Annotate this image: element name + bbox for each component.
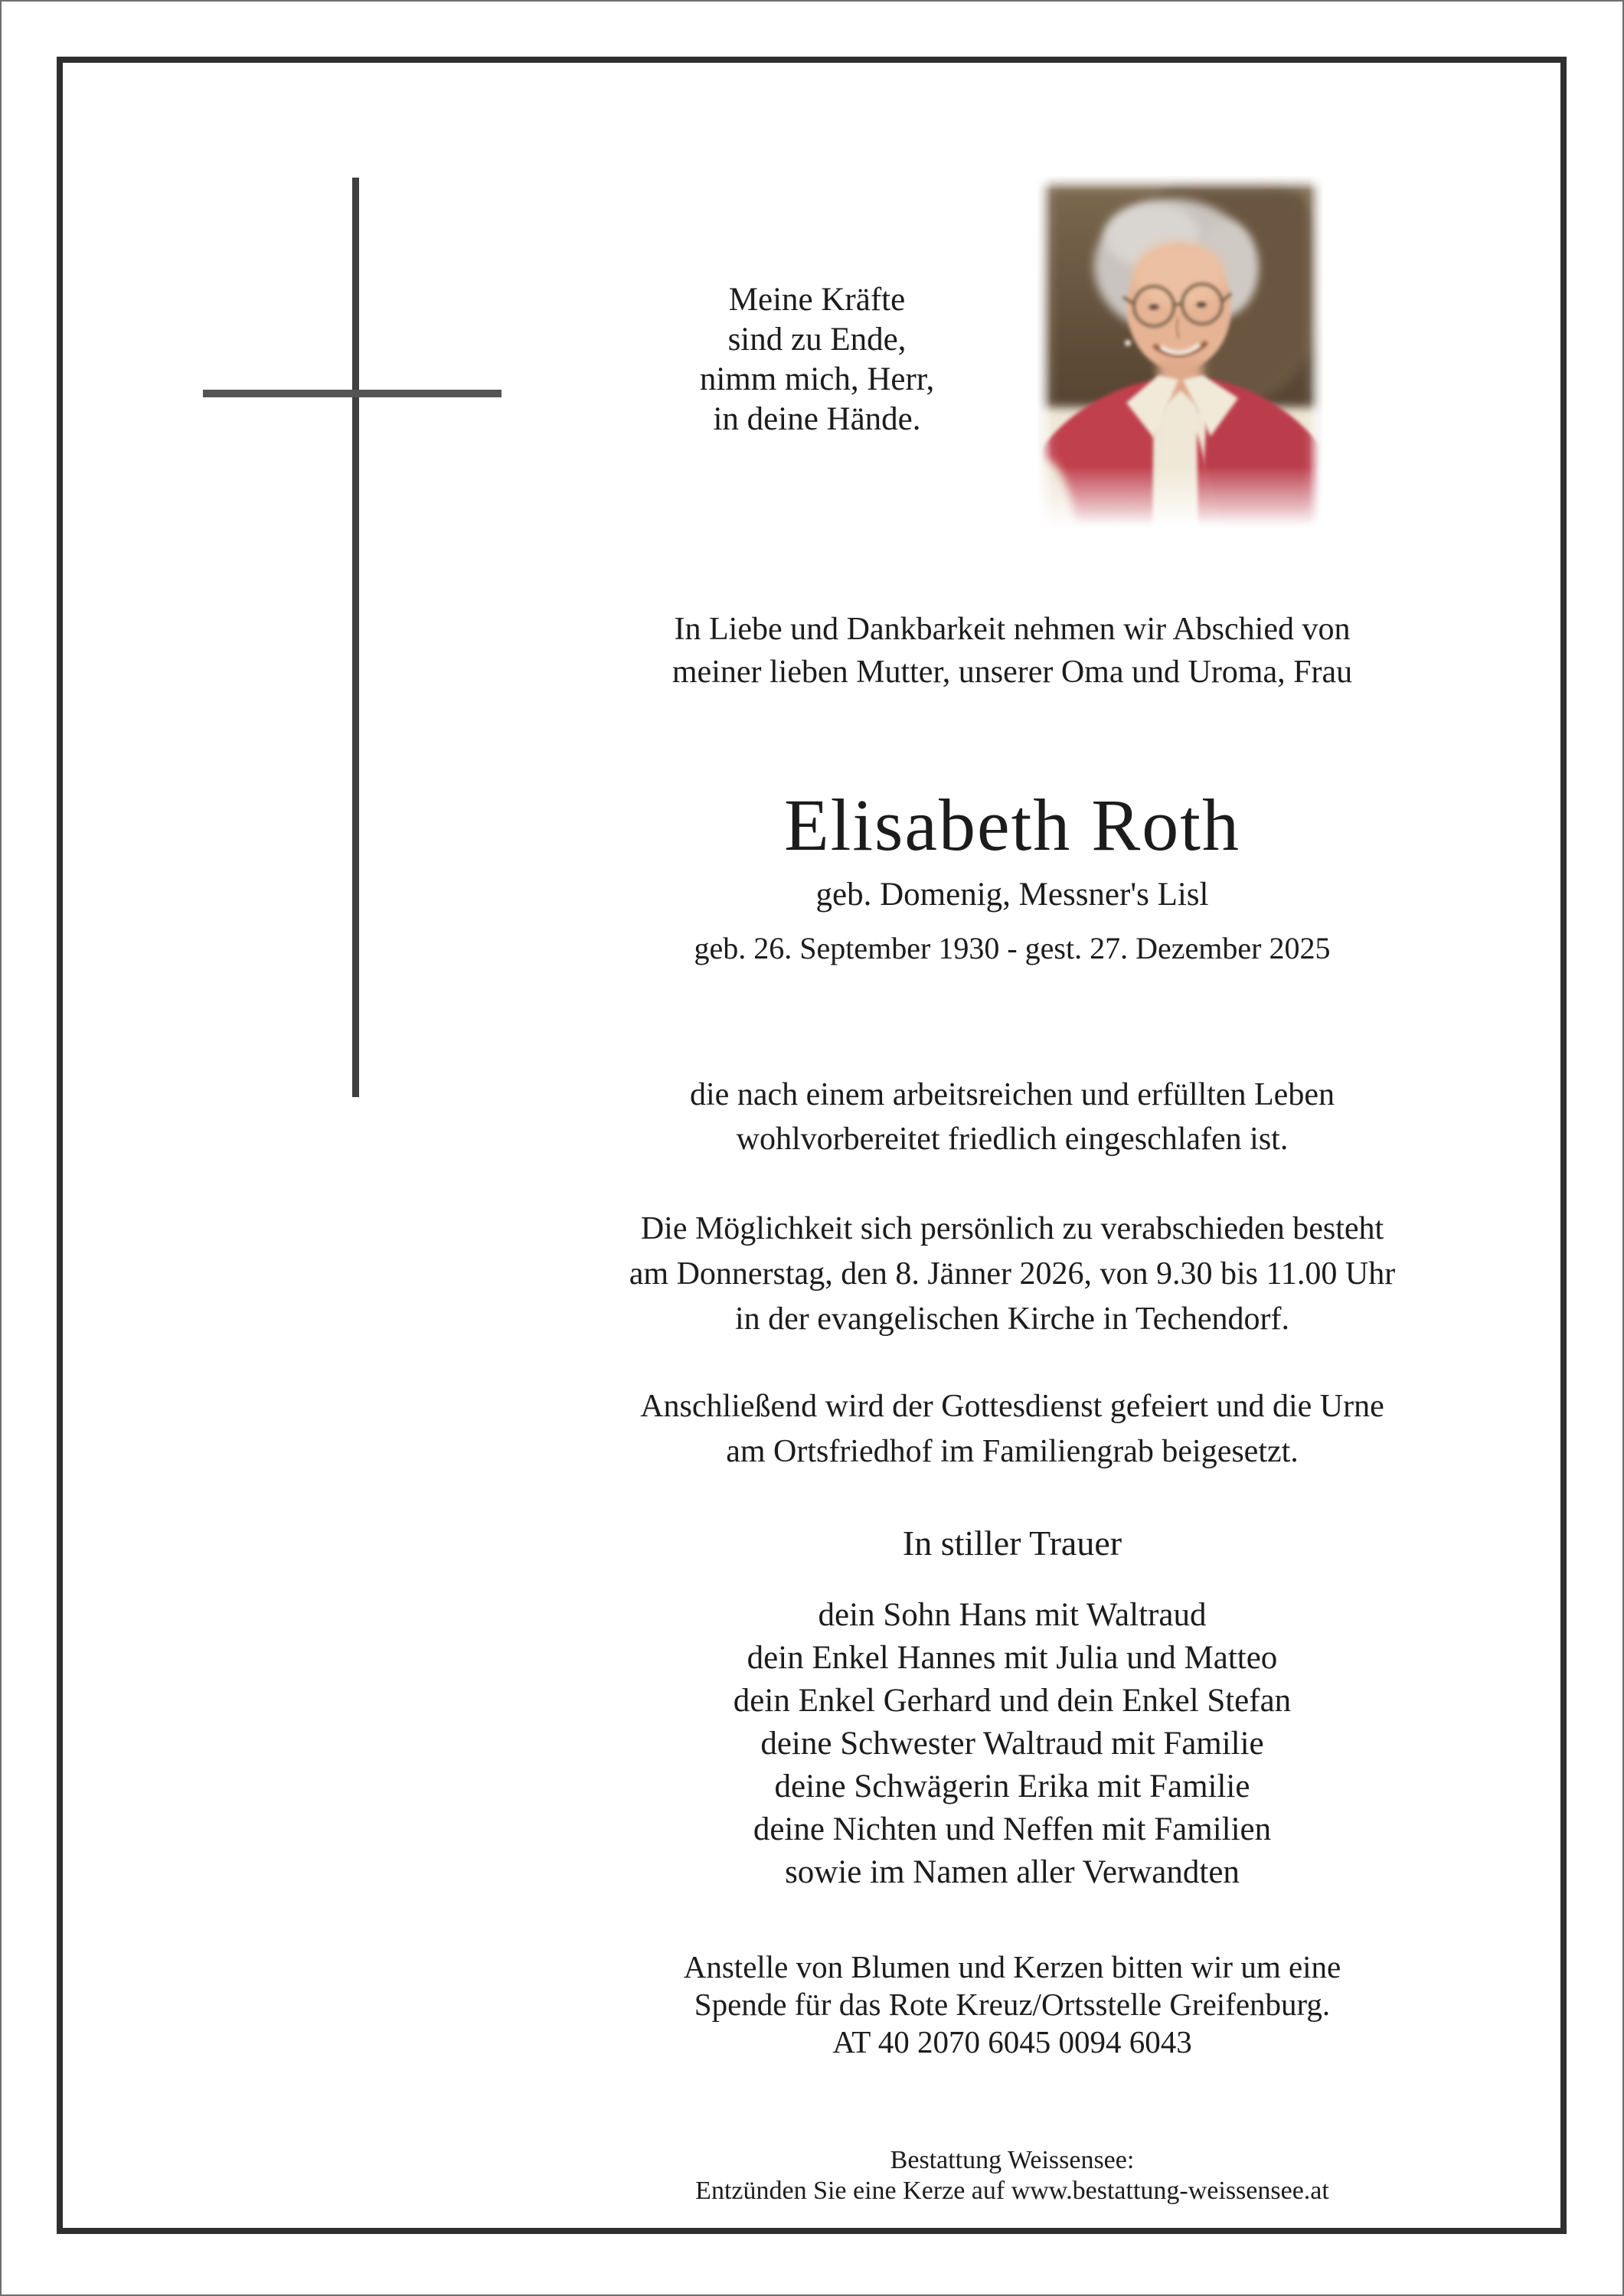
obituary-line: am Ortsfriedhof im Familiengrab beigesetzt.	[726, 1434, 1299, 1469]
obituary-line: Anschließend wird der Gottesdienst gefeiert und die Urne	[640, 1389, 1384, 1424]
obituary-line: wohlvorbereitet friedlich eingeschlafen ist.	[736, 1122, 1289, 1157]
obituary-paragraph-2	[453, 1207, 1571, 1342]
cross-horizontal-bar	[203, 390, 502, 397]
footer-candle-url-line: Entzünden Sie eine Kerze auf www.bestattung-weissensee.at	[695, 2177, 1329, 2205]
mourner-line: dein Enkel Gerhard und dein Enkel Stefan	[733, 1683, 1292, 1719]
mourners-list	[453, 1594, 1571, 1894]
donation-iban-line: AT 40 2070 6045 0094 6043	[832, 2024, 1192, 2059]
portrait-photo	[1037, 176, 1323, 530]
intro-line: In Liebe und Dankbarkeit nehmen wir Abschied von	[674, 612, 1351, 647]
donation-line: Anstelle von Blumen und Kerzen bitten wir um eine	[683, 1949, 1341, 1984]
obituary-line: Die Möglichkeit sich persönlich zu verabschieden besteht	[640, 1211, 1384, 1246]
obituary-line: am Donnerstag, den 8. Jänner 2026, von 9.30 bis 11.00 Uhr	[629, 1256, 1396, 1292]
cross-vertical-bar	[352, 178, 359, 1097]
mourning-heading: In stiller Trauer	[902, 1524, 1122, 1563]
mourner-line: deine Schwägerin Erika mit Familie	[774, 1769, 1250, 1804]
obituary-line: in der evangelischen Kirche in Techendorf.	[735, 1302, 1289, 1337]
obituary-line: die nach einem arbeitsreichen und erfüllten Leben	[690, 1077, 1335, 1112]
funeral-home-footer	[453, 2145, 1571, 2206]
footer-line: Bestattung Weissensee:	[890, 2146, 1135, 2174]
deceased-name: Elisabeth Roth	[784, 784, 1240, 866]
portrait-illustration	[1037, 176, 1323, 530]
obituary-paragraph-3	[453, 1384, 1571, 1475]
intro-line: meiner lieben Mutter, unserer Oma und Uroma, Frau	[671, 655, 1353, 690]
memorial-quote	[618, 280, 1016, 439]
quote-line: in deine Hände.	[713, 401, 921, 437]
mourner-line: sowie im Namen aller Verwandten	[785, 1854, 1240, 1890]
deceased-birth-name: geb. Domenig, Messner's Lisl	[815, 877, 1209, 913]
obituary-paragraph-1	[453, 1073, 1571, 1161]
quote-line: nimm mich, Herr,	[699, 361, 935, 397]
quote-line: sind zu Ende,	[727, 322, 907, 358]
mourner-line: dein Enkel Hannes mit Julia und Matteo	[747, 1640, 1278, 1676]
donation-line: Spende für das Rote Kreuz/Ortsstelle Greifenburg.	[694, 1987, 1331, 2022]
quote-line: Meine Kräfte	[728, 282, 906, 318]
mourner-line: dein Sohn Hans mit Waltraud	[818, 1597, 1207, 1633]
farewell-intro	[453, 608, 1571, 694]
donation-note	[453, 1948, 1571, 2061]
mourner-line: deine Nichten und Neffen mit Familien	[753, 1811, 1272, 1847]
mourner-line: deine Schwester Waltraud mit Familie	[760, 1726, 1264, 1762]
deceased-dates: geb. 26. September 1930 - gest. 27. Dezember 2025	[694, 931, 1331, 965]
